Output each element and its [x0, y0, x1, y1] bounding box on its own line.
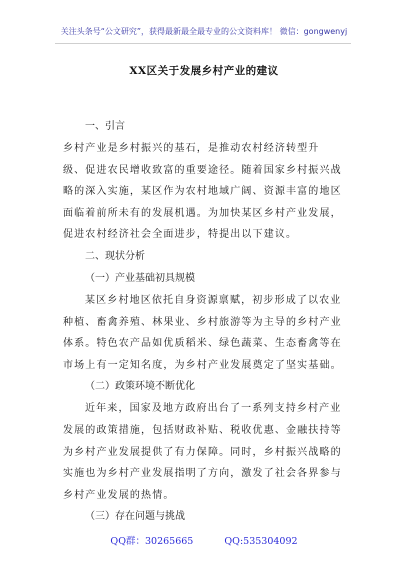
- section-heading-status: 二、现状分析: [85, 250, 145, 262]
- paragraph-line: 略的深入实施，某区作为农村地域广阔、资源丰富的地区: [63, 186, 342, 198]
- paragraph-line: 市场上有一定知名度，为乡村产业发展奠定了坚实基础。: [63, 359, 342, 371]
- document-body: [63, 116, 347, 528]
- paragraph-line: 乡村产业发展的热情。: [63, 489, 175, 501]
- paragraph-industry-base: [63, 290, 347, 376]
- paragraph-line: 实施也为乡村产业发展指明了方向，激发了社会各界参与: [63, 468, 342, 480]
- header-notice: [0, 26, 408, 37]
- paragraph-intro: [63, 138, 347, 246]
- document-title: XX区关于发展乡村产业的建议: [129, 65, 279, 77]
- paragraph-line: 为乡村产业发展提供了有力保障。同时，乡村振兴战略的: [63, 446, 342, 458]
- sub-heading-problems: （三）存在问题与挑战: [85, 511, 185, 523]
- sub-heading-industry-base: （一）产业基础初具规模: [85, 272, 195, 284]
- footer-qq-number: QQ:535304092: [224, 536, 298, 547]
- paragraph-line: 面临着前所未有的发展机遇。为加快某区乡村产业发展，: [63, 207, 342, 219]
- paragraph-line: 发展的政策措施，包括财政补贴、税收优惠、金融扶持等: [63, 424, 342, 436]
- footer-contact: [0, 533, 408, 547]
- paragraph-line: 某区乡村地区依托自身资源禀赋，初步形成了以农业: [85, 294, 342, 306]
- header-notice-text: 关注头条号“公文研究”，获得最新最全最专业的公文资料库！ 微信：gongwenyj: [60, 27, 348, 36]
- paragraph-line: 种植、畜禽养殖、林果业、乡村旅游等为主导的乡村产业: [63, 316, 342, 328]
- paragraph-line: 近年来，国家及地方政府出台了一系列支持乡村产业: [85, 403, 342, 415]
- paragraph-policy: [63, 398, 347, 506]
- paragraph-line: 乡村产业是乡村振兴的基石，是推动农村经济转型升: [63, 143, 320, 154]
- sub-heading-policy: （二）政策环境不断优化: [85, 381, 195, 393]
- footer-qq-group: QQ群：30265665: [110, 536, 194, 547]
- paragraph-line: 级、促进农民增收致富的重要途径。随着国家乡村振兴战: [63, 164, 342, 176]
- section-heading-intro: 一、引言: [85, 121, 125, 132]
- paragraph-line: 促进农村经济社会全面进步，特提出以下建议。: [63, 229, 298, 241]
- header-divider: [55, 43, 351, 44]
- paragraph-line: 体系。特色农产品如优质稻米、绿色蔬菜、生态畜禽等在: [63, 338, 342, 350]
